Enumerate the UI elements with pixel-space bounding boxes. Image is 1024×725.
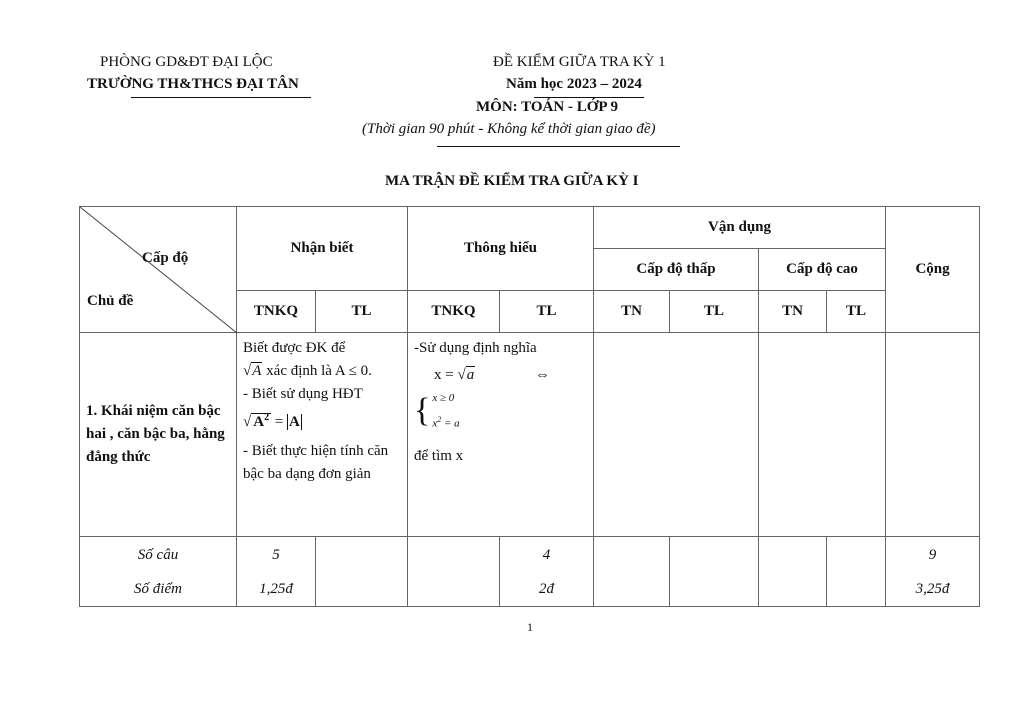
iff-symbol: ⇔ (534, 367, 550, 383)
vd-cao-tl-summary (827, 537, 886, 607)
header-nhan-biet: Nhận biết (237, 207, 408, 291)
sys2-base: x (432, 417, 438, 430)
school-year: Năm học 2023 – 2024 (506, 76, 642, 92)
nb-line-2: xác định là A ≤ 0. (266, 363, 372, 379)
nb-tnkq-cau: 5 (272, 546, 280, 563)
sub-header-tn: TN (759, 291, 827, 333)
vd-thap-tl-summary (670, 537, 759, 607)
th-line-last: để tìm x (414, 447, 464, 464)
department-name: PHÒNG GD&ĐT ĐẠI LỘC (100, 54, 273, 70)
brace-symbol: { (414, 391, 431, 429)
year-underline (534, 97, 644, 98)
nb-line-4: - Biết thực hiện tính căn bậc ba dạng đơn giản (243, 443, 389, 482)
nb-line-1: Biết được ĐK để (243, 340, 346, 356)
exam-title: ĐỀ KIỂM GIỮA TRA KỲ 1 (493, 54, 666, 70)
th-tl-summary (500, 537, 594, 607)
th-system-line-1: x ≥ 0 (432, 392, 455, 404)
sub-header-tnkq: TNKQ (237, 291, 316, 333)
corner-diagonal (80, 207, 237, 333)
corner-level-label: Cấp độ (142, 250, 189, 266)
hdt-lhs: A (253, 414, 265, 430)
topic-name-text: 1. Khái niệm căn bậc hai , căn bậc ba, hằng đẳng thức (86, 403, 225, 465)
van-dung-thap-cell (594, 333, 759, 537)
exam-matrix-table (79, 206, 980, 607)
nb-tl-summary (316, 537, 408, 607)
header-van-dung: Vận dụng (594, 207, 886, 249)
sys2-exp: 2 (437, 415, 442, 424)
so-diem-label: Số điểm (134, 580, 182, 597)
header-cong: Cộng (886, 207, 980, 333)
sub-header-tl: TL (316, 291, 408, 333)
cong-cell (886, 333, 980, 537)
nb-line-3: - Biết sử dụng HĐT (243, 386, 363, 402)
sqrt-radicand: A (252, 363, 262, 379)
hdt-radicand (251, 413, 271, 430)
nb-sqrt-line (243, 360, 401, 383)
th-line-1: -Sử dụng định nghĩa (414, 340, 537, 356)
school-name: TRƯỜNG TH&THCS ĐẠI TÂN (87, 76, 299, 92)
so-cau-label: Số câu (137, 546, 179, 563)
topic-name (80, 333, 237, 537)
header-divider (437, 146, 680, 147)
summary-labels (80, 537, 237, 607)
sub-header-tnkq: TNKQ (408, 291, 500, 333)
cong-diem: 3,25đ (915, 580, 950, 597)
sqrt-symbol: √ (243, 363, 252, 379)
time-note: (Thời gian 90 phút - Không kể thời gian giao đề) (362, 121, 656, 137)
corner-cell (80, 207, 237, 333)
nb-tnkq-summary (237, 537, 316, 607)
th-sqrt-radicand: a (466, 367, 475, 383)
sub-header-tl: TL (827, 291, 886, 333)
sys2-rest: = a (441, 417, 460, 430)
th-tl-cau: 4 (542, 546, 551, 563)
page-number: 1 (527, 620, 533, 634)
cong-cau: 9 (928, 546, 937, 563)
sub-header-tl: TL (670, 291, 759, 333)
th-system-line-2 (432, 409, 459, 435)
cong-summary (886, 537, 980, 607)
hdt-exp: 2 (264, 412, 270, 423)
th-tl-diem: 2đ (539, 580, 554, 597)
corner-topic-label: Chủ đề (87, 293, 134, 309)
hdt-formula (243, 406, 401, 434)
th-system (414, 387, 587, 435)
hdt-rhs: A (289, 414, 300, 430)
header-cap-do-cao: Cấp độ cao (759, 249, 886, 291)
sub-header-tl: TL (500, 291, 594, 333)
sqrt-symbol: √ (457, 367, 466, 383)
hdt-eq: = (274, 414, 284, 430)
subject-line: MÔN: TOÁN - LỚP 9 (476, 99, 618, 115)
header-thong-hieu: Thông hiểu (408, 207, 594, 291)
thong-hieu-description (408, 333, 594, 537)
vd-thap-tn-summary (594, 537, 670, 607)
school-underline (131, 97, 311, 98)
matrix-title: MA TRẬN ĐỀ KIỂM TRA GIỮA KỲ I (385, 173, 639, 189)
van-dung-cao-cell (759, 333, 886, 537)
th-definition (414, 364, 587, 387)
sub-header-tn: TN (594, 291, 670, 333)
header-cap-do-thap: Cấp độ thấp (594, 249, 759, 291)
nb-tnkq-diem: 1,25đ (259, 580, 293, 597)
vd-cao-tn-summary (759, 537, 827, 607)
sqrt-symbol: √ (243, 414, 252, 430)
th-tnkq-summary (408, 537, 500, 607)
nhan-biet-description (237, 333, 408, 537)
th-x-eq: x = (434, 367, 454, 383)
